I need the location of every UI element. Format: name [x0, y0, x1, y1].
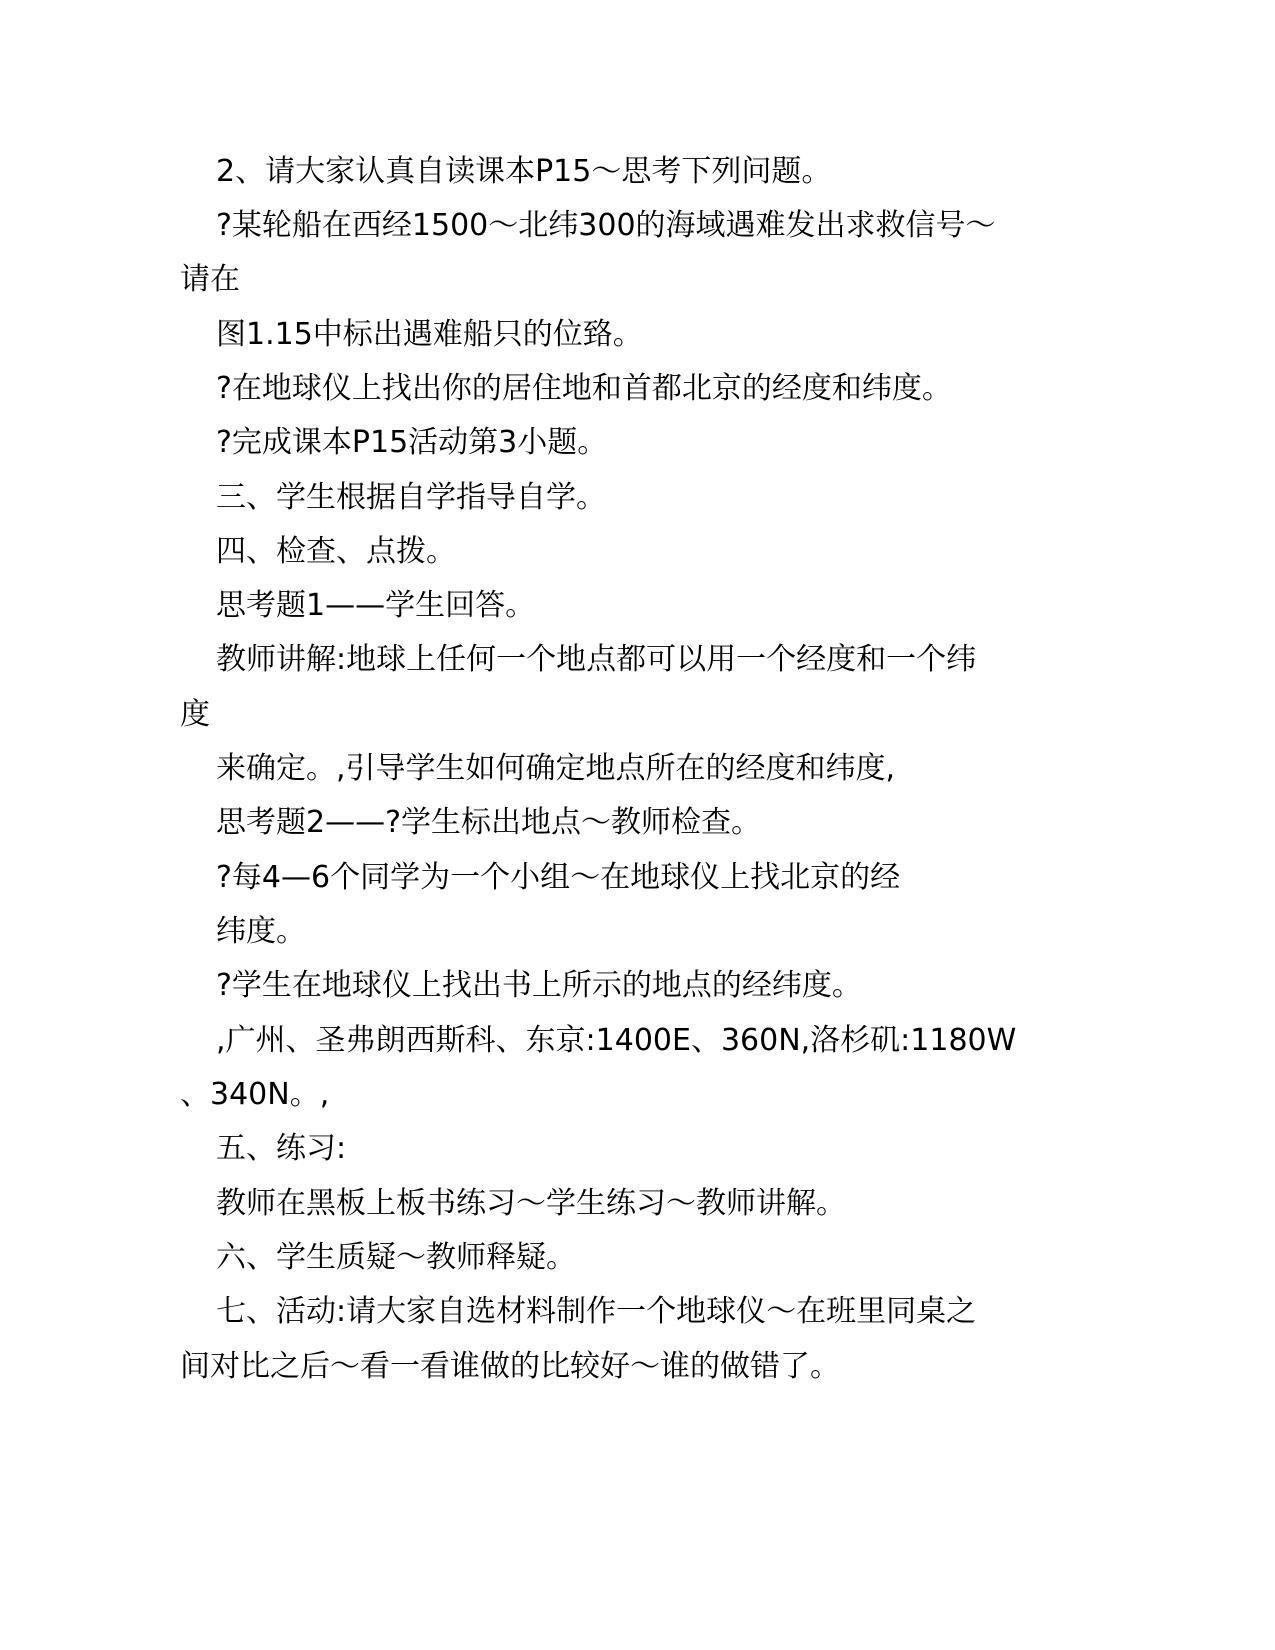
text-line-21: 六、学生质疑～教师释疑。	[216, 1240, 576, 1275]
text-line-9: 思考题1——学生回答。	[216, 588, 536, 623]
text-line-13: 思考题2——?学生标出地点～教师检查。	[216, 805, 762, 840]
text-line-22: 七、活动:请大家自选材料制作一个地球仪～在班里同桌之	[216, 1294, 977, 1329]
text-line-3: 请在	[180, 262, 240, 297]
text-line-23: 间对比之后～看一看谁做的比较好～谁的做错了。	[180, 1349, 840, 1384]
text-line-19: 五、练习:	[216, 1131, 347, 1166]
text-line-4: 图1.15中标出遇难船只的位臵。	[216, 317, 643, 352]
text-line-15: 纬度。	[216, 914, 306, 949]
text-line-5: ?在地球仪上找出你的居住地和首都北京的经度和纬度。	[216, 371, 952, 406]
text-line-7: 三、学生根据自学指导自学。	[216, 480, 606, 515]
text-line-11: 度	[180, 697, 210, 732]
text-line-12: 来确定。,引导学生如何确定地点所在的经度和纬度,	[216, 751, 896, 786]
text-line-14: ?每4—6个同学为一个小组～在地球仪上找北京的经	[216, 860, 901, 895]
text-line-10: 教师讲解:地球上任何一个地点都可以用一个经度和一个纬	[216, 642, 977, 677]
text-line-18: 、340N。,	[180, 1077, 330, 1112]
text-line-17: ,广州、圣弗朗西斯科、东京:1400E、360N,洛杉矶:1180W	[216, 1023, 1017, 1058]
text-line-1: 2、请大家认真自读课本P15～思考下列问题。	[216, 154, 832, 189]
text-line-16: ?学生在地球仪上找出书上所示的地点的经纬度。	[216, 968, 862, 1003]
text-line-20: 教师在黑板上板书练习～学生练习～教师讲解。	[216, 1186, 846, 1221]
text-line-2: ?某轮船在西经1500～北纬300的海域遇难发出求救信号～	[216, 208, 996, 243]
text-line-6: ?完成课本P15活动第3小题。	[216, 425, 608, 460]
text-line-8: 四、检查、点拨。	[216, 534, 456, 569]
